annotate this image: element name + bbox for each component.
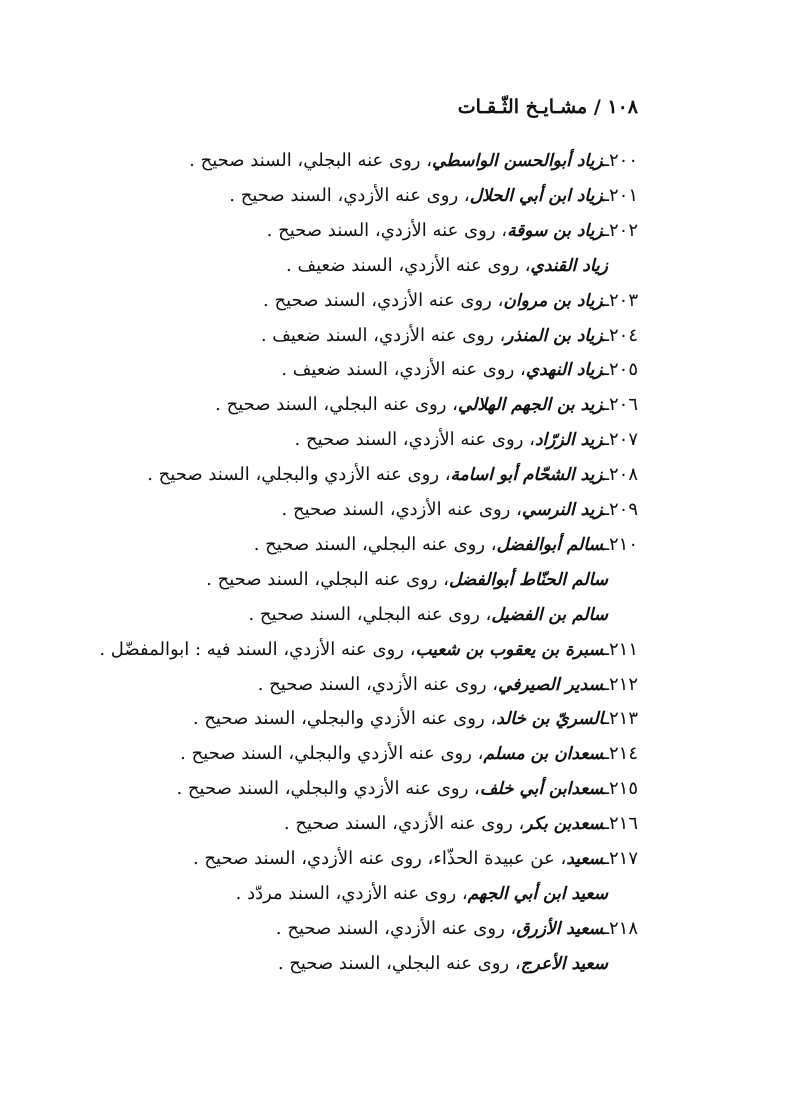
narrator-entry	[258, 674, 638, 695]
narrator-name: سعيد الأزرق	[516, 918, 604, 939]
narrator-name: زيد الشحّام أبو اسامة	[450, 465, 604, 486]
entry-number: ٢١٣ـ	[603, 708, 638, 730]
narrator-entry	[193, 848, 638, 869]
entry-text: ، روى عنه البجلي، السند صحيح .	[248, 603, 492, 625]
sub-entry	[236, 883, 608, 904]
narrator-name: زياد النهدي	[525, 360, 604, 381]
entry-text: ، روى عنه الأزدي، السند مردّد .	[235, 882, 468, 904]
narrator-name: زيد بن الجهم الهلالي	[457, 395, 604, 416]
narrator-entry	[229, 185, 638, 206]
narrator-name: سعدابن أبي خلف	[479, 779, 604, 800]
narrator-name: سالم بن الفضيل	[491, 604, 608, 625]
entry-text: ، روى عنه الأزدي، السند صحيح .	[283, 813, 525, 835]
entry-number: ٢١٦ـ	[603, 813, 638, 835]
narrator-entry	[189, 150, 638, 171]
entry-text: ، روى عنه الأزدي، السند ضعيف .	[260, 324, 506, 346]
narrator-name: سدير الصيرفي	[498, 674, 604, 695]
entry-number: ٢٠٩ـ	[603, 499, 638, 520]
entry-number: ٢١١ـ	[603, 638, 638, 660]
narrator-name: زياد بن المنذر	[505, 325, 604, 346]
entry-number: ٢٠٨ـ	[603, 464, 638, 486]
entry-number: ٢٠٧ـ	[603, 429, 638, 451]
entry-text: ، روى عنه الأزدي، السند صحيح .	[229, 184, 470, 206]
sub-entry	[278, 953, 608, 974]
narrator-name: زياد ابن أبي الحلال	[469, 185, 604, 206]
narrator-entry	[261, 325, 638, 346]
narrator-name: سبرة بن يعقوب بن شعيب	[415, 639, 604, 660]
sub-entry	[206, 569, 608, 590]
narrator-entry	[284, 813, 638, 834]
entry-number: ٢٠٣ـ	[603, 289, 638, 311]
narrator-entry	[215, 394, 638, 415]
narrator-entry	[267, 220, 638, 241]
narrator-name: زياد القندي	[530, 255, 608, 276]
entry-number: ٢٠٦ـ	[603, 394, 638, 416]
entry-number: ٢٠٠ـ	[603, 150, 638, 171]
narrator-entry	[193, 708, 638, 729]
page-header: ١٠٨ / مشـايـخ الثّـقـات	[457, 96, 638, 118]
entry-text: ، عن عبيدة الحذّاء، روى عنه الأزدي، السند صحيح .	[192, 848, 567, 869]
entry-text: ، روى عنه الأزدي، السند ضعيف .	[281, 359, 526, 381]
narrator-name: سعيد	[566, 849, 604, 869]
narrator-name: زياد بن مروان	[503, 290, 604, 311]
narrator-name: سالم أبوالفضل	[496, 534, 604, 555]
entry-text: ، روى عنه الأزدي والبجلي، السند صحيح .	[192, 708, 497, 730]
entry-text: ، روى عنه الأزدي والبجلي، السند صحيح .	[176, 778, 480, 800]
entry-text: ، روى عنه البجلي، السند صحيح .	[206, 568, 449, 590]
narrator-name: السريّ بن خالد	[496, 709, 604, 730]
entry-text: ، روى عنه الأزدي، السند صحيح .	[263, 289, 504, 311]
entry-text: ، روى عنه البجلي، السند صحيح .	[253, 533, 497, 555]
entry-text: ، روى عنه الأزدي والبجلي، السند صحيح .	[147, 464, 451, 486]
narrator-entry	[99, 639, 638, 660]
narrator-entry	[147, 464, 638, 485]
sub-entry	[286, 255, 608, 276]
entry-text: ، روى عنه البجلي، السند صحيح .	[215, 394, 458, 416]
entry-text: ، روى عنه الأزدي، السند صحيح .	[266, 219, 508, 241]
entry-text: ، روى عنه البجلي، السند صحيح .	[189, 150, 433, 171]
narrator-entry	[282, 499, 639, 520]
entry-number: ٢٠٢ـ	[603, 219, 638, 241]
narrator-name: زيد الزرّاد	[534, 430, 604, 451]
narrator-entry	[281, 359, 638, 380]
entry-number: ٢١٠ـ	[603, 533, 638, 555]
entry-number: ٢١٥ـ	[603, 778, 638, 800]
narrator-name: سعيد الأعرج	[520, 953, 608, 974]
narrator-entry	[295, 429, 638, 450]
narrator-name: سالم الحنّاط أبوالفضل	[448, 569, 608, 590]
entry-text: ، روى عنه الأزدي، السند صحيح .	[275, 917, 517, 939]
entry-text: ، روى عنه الأزدي، السند صحيح .	[294, 429, 535, 451]
entry-number: ٢٠١ـ	[603, 184, 638, 206]
narrator-entry	[254, 534, 638, 555]
entry-text: ، روى عنه الأزدي، السند صحيح .	[257, 673, 499, 695]
entry-text: ، روى عنه الأزدي، السند صحيح .	[281, 499, 522, 520]
narrator-entry	[276, 918, 638, 939]
narrator-name: سعيد ابن أبي الجهم	[467, 883, 608, 904]
narrator-name: زياد أبوالحسن الواسطي	[432, 151, 604, 171]
entry-number: ٢١٨ـ	[603, 917, 638, 939]
narrator-name: زيد النرسي	[521, 500, 604, 520]
narrator-entry	[263, 290, 638, 311]
sub-entry	[248, 604, 608, 625]
entry-number: ٢٠٤ـ	[603, 324, 638, 346]
entry-text: ، روى عنه الأزدي والبجلي، السند صحيح .	[180, 743, 484, 765]
entry-number: ٢١٧ـ	[603, 848, 638, 869]
narrator-name: زياد بن سوقة	[507, 220, 604, 241]
entry-text: ، روى عنه البجلي، السند صحيح .	[277, 952, 521, 974]
narrator-entry	[180, 743, 638, 764]
entry-text: ، روى عنه الأزدي، السند فيه : ابوالمفضّل .	[99, 638, 416, 660]
entry-text: ، روى عنه الأزدي، السند ضعيف .	[286, 254, 531, 276]
narrator-name: سعدان بن مسلم	[483, 744, 604, 765]
entry-number: ٢١٤ـ	[603, 743, 638, 765]
entry-number: ٢٠٥ـ	[603, 359, 638, 381]
entry-number: ٢١٢ـ	[603, 673, 638, 695]
narrator-entry	[176, 778, 638, 799]
narrator-name: سعدبن بكر	[524, 814, 604, 835]
